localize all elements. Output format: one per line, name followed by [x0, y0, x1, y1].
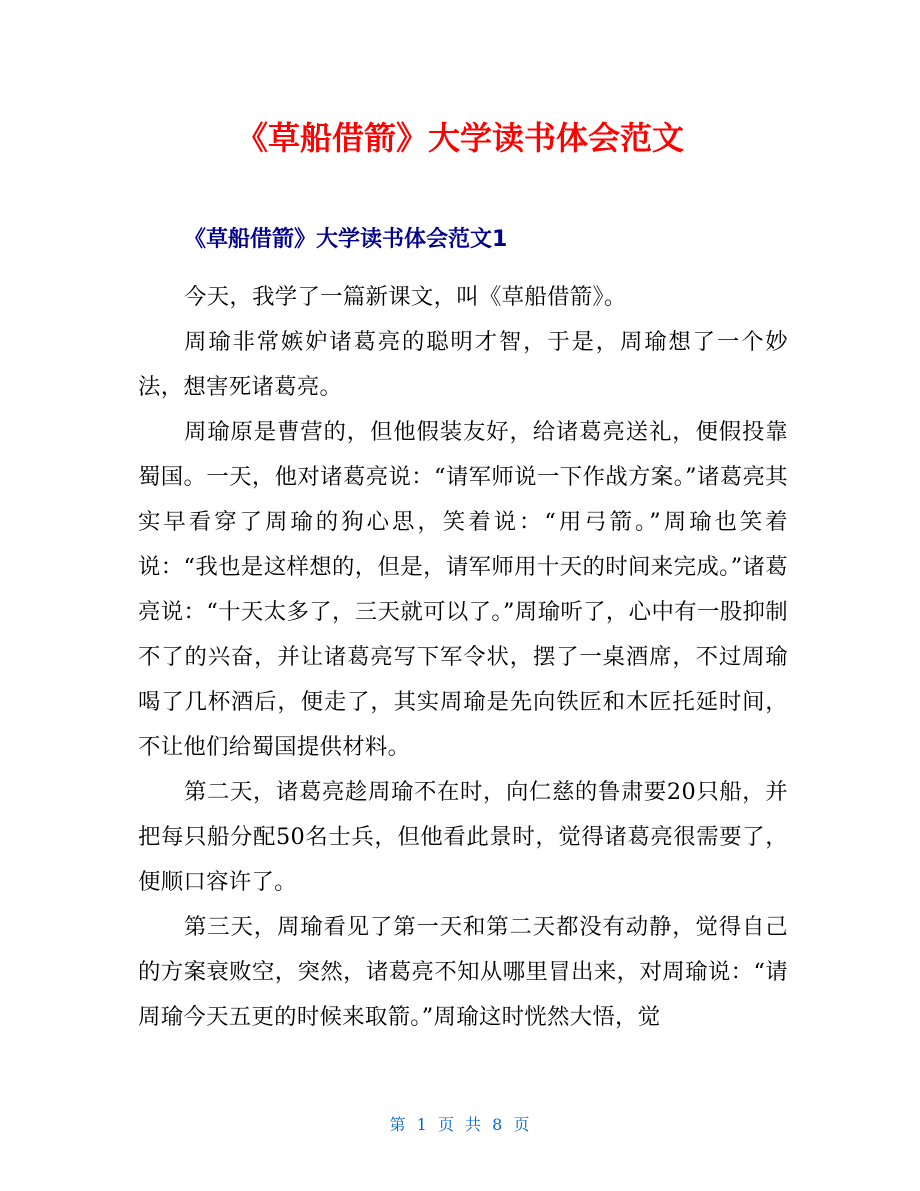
paragraph: 周瑜非常嫉妒诸葛亮的聪明才智，于是，周瑜想了一个妙法，想害死诸葛亮。	[138, 329, 788, 400]
footer-label-ye2: 页	[513, 1115, 531, 1134]
paragraph: 第二天，诸葛亮趁周瑜不在时，向仁慈的鲁肃要20只船，并把每只船分配50名士兵，但他看此景时，觉得诸葛亮很需要了，便顺口容许了。	[138, 779, 788, 895]
section-heading: 《草船借箭》大学读书体会范文1	[184, 227, 508, 252]
document-body	[138, 275, 788, 1040]
page-footer	[0, 1112, 920, 1138]
footer-current-page: 1	[416, 1115, 428, 1134]
footer-label-ye: 页	[437, 1115, 455, 1134]
footer-total-pages: 8	[492, 1115, 504, 1134]
document-title: 《草船借箭》大学读书体会范文	[235, 119, 684, 157]
footer-label-gong: 共	[465, 1115, 483, 1134]
footer-label-di: 第	[389, 1115, 407, 1134]
paragraph: 周瑜原是曹营的，但他假装友好，给诸葛亮送礼，便假投靠蜀国。一天，他对诸葛亮说：“请军师说一下作战方案。”诸葛亮其实早看穿了周瑜的狗心思，笑着说：“用弓箭。”周瑜也笑着说：“我也是这样想的，但是，请军师用十天的时间来完成。”诸葛亮说：“十天太多了，三天就可以了。”周瑜听了，心中有一股抑制不了的兴奋，并让诸葛亮写下军令状，摆了一桌酒席，不过周瑜喝了几杯酒后，便走了，其实周瑜是先向铁匠和木匠托延时间，不让他们给蜀国提供材料。	[138, 419, 788, 760]
paragraph: 今天，我学了一篇新课文，叫《草船借箭》。	[184, 284, 627, 310]
paragraph: 第三天，周瑜看见了第一天和第二天都没有动静，觉得自己的方案衰败空，突然，诸葛亮不知从哪里冒出来，对周瑜说：“请周瑜今天五更的时候来取箭。”周瑜这时恍然大悟，觉	[138, 914, 788, 1030]
